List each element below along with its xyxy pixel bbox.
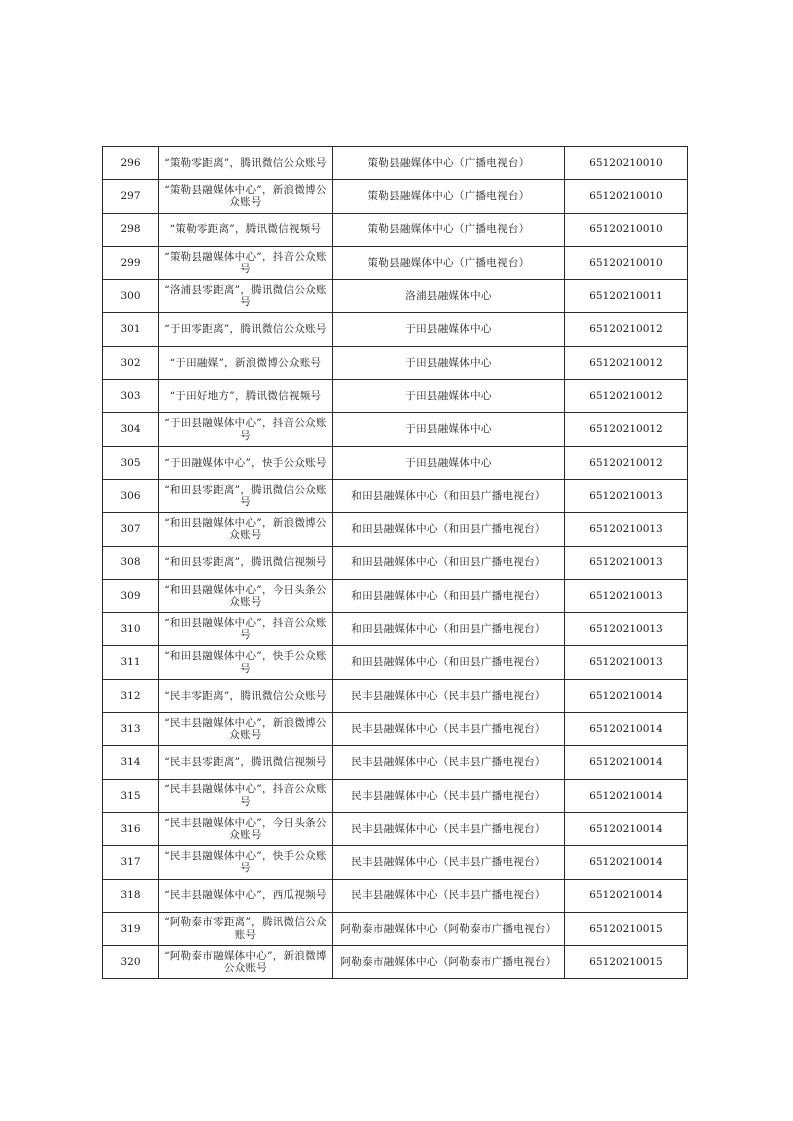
row-number: 319 (103, 912, 159, 945)
table-row (103, 579, 688, 612)
operator-organization: 和田县融媒体中心（和田县广播电视台） (333, 579, 565, 612)
operator-organization: 策勒县融媒体中心（广播电视台） (333, 180, 565, 213)
registration-code: 65120210014 (565, 812, 688, 845)
operator-organization: 民丰县融媒体中心（民丰县广播电视台） (333, 879, 565, 912)
registry-table-body (103, 147, 688, 979)
row-number: 305 (103, 446, 159, 479)
row-number: 311 (103, 646, 159, 679)
operator-organization: 和田县融媒体中心（和田县广播电视台） (333, 546, 565, 579)
table-row (103, 546, 688, 579)
registration-code: 65120210012 (565, 413, 688, 446)
registration-code: 65120210013 (565, 579, 688, 612)
operator-organization: 和田县融媒体中心（和田县广播电视台） (333, 646, 565, 679)
registration-code: 65120210010 (565, 213, 688, 246)
account-name: “民丰县融媒体中心”，今日头条公众账号 (159, 812, 333, 845)
registration-code: 65120210014 (565, 779, 688, 812)
registration-code: 65120210011 (565, 280, 688, 313)
row-number: 318 (103, 879, 159, 912)
registration-code: 65120210014 (565, 846, 688, 879)
row-number: 297 (103, 180, 159, 213)
row-number: 303 (103, 380, 159, 413)
operator-organization: 于田县融媒体中心 (333, 446, 565, 479)
table-row (103, 213, 688, 246)
table-row (103, 479, 688, 512)
registration-code: 65120210014 (565, 713, 688, 746)
registration-code: 65120210013 (565, 546, 688, 579)
table-row (103, 180, 688, 213)
operator-organization: 和田县融媒体中心（和田县广播电视台） (333, 513, 565, 546)
account-name: “和田县零距离”，腾讯微信公众账号 (159, 479, 333, 512)
account-name: “和田县融媒体中心”，抖音公众账号 (159, 613, 333, 646)
registration-code: 65120210014 (565, 879, 688, 912)
registration-code: 65120210013 (565, 479, 688, 512)
table-row (103, 246, 688, 279)
row-number: 309 (103, 579, 159, 612)
table-row (103, 746, 688, 779)
account-name: “策勒县融媒体中心”，新浪微博公众账号 (159, 180, 333, 213)
account-name: “民丰县融媒体中心”，抖音公众账号 (159, 779, 333, 812)
account-name: “民丰县融媒体中心”，快手公众账号 (159, 846, 333, 879)
row-number: 310 (103, 613, 159, 646)
account-name: “民丰零距离”，腾讯微信公众账号 (159, 679, 333, 712)
registration-code: 65120210013 (565, 513, 688, 546)
operator-organization: 和田县融媒体中心（和田县广播电视台） (333, 613, 565, 646)
operator-organization: 阿勒泰市融媒体中心（阿勒泰市广播电视台） (333, 946, 565, 979)
registration-code: 65120210015 (565, 912, 688, 945)
row-number: 317 (103, 846, 159, 879)
row-number: 316 (103, 812, 159, 845)
table-row (103, 646, 688, 679)
row-number: 308 (103, 546, 159, 579)
table-row (103, 713, 688, 746)
registration-code: 65120210013 (565, 646, 688, 679)
row-number: 302 (103, 346, 159, 379)
account-name: “于田好地方”，腾讯微信视频号 (159, 380, 333, 413)
table-row (103, 147, 688, 180)
table-row (103, 346, 688, 379)
row-number: 320 (103, 946, 159, 979)
row-number: 306 (103, 479, 159, 512)
operator-organization: 策勒县融媒体中心（广播电视台） (333, 147, 565, 180)
row-number: 312 (103, 679, 159, 712)
operator-organization: 民丰县融媒体中心（民丰县广播电视台） (333, 812, 565, 845)
row-number: 314 (103, 746, 159, 779)
operator-organization: 于田县融媒体中心 (333, 346, 565, 379)
account-name: “和田县融媒体中心”，新浪微博公众账号 (159, 513, 333, 546)
row-number: 313 (103, 713, 159, 746)
operator-organization: 洛浦县融媒体中心 (333, 280, 565, 313)
account-name: “于田融媒”，新浪微博公众账号 (159, 346, 333, 379)
operator-organization: 民丰县融媒体中心（民丰县广播电视台） (333, 779, 565, 812)
operator-organization: 阿勒泰市融媒体中心（阿勒泰市广播电视台） (333, 912, 565, 945)
account-name: “策勒零距离”，腾讯微信视频号 (159, 213, 333, 246)
table-row (103, 846, 688, 879)
account-name: “策勒县融媒体中心”，抖音公众账号 (159, 246, 333, 279)
table-row (103, 513, 688, 546)
account-name: “和田县零距离”，腾讯微信视频号 (159, 546, 333, 579)
table-row (103, 446, 688, 479)
operator-organization: 于田县融媒体中心 (333, 313, 565, 346)
operator-organization: 策勒县融媒体中心（广播电视台） (333, 213, 565, 246)
table-row (103, 812, 688, 845)
registration-code: 65120210010 (565, 147, 688, 180)
row-number: 296 (103, 147, 159, 180)
row-number: 299 (103, 246, 159, 279)
account-name: “于田零距离”，腾讯微信公众账号 (159, 313, 333, 346)
operator-organization: 和田县融媒体中心（和田县广播电视台） (333, 479, 565, 512)
registry-table (102, 146, 688, 979)
operator-organization: 策勒县融媒体中心（广播电视台） (333, 246, 565, 279)
account-name: “于田县融媒体中心”，抖音公众账号 (159, 413, 333, 446)
row-number: 307 (103, 513, 159, 546)
account-name: “和田县融媒体中心”，快手公众账号 (159, 646, 333, 679)
row-number: 298 (103, 213, 159, 246)
table-row (103, 313, 688, 346)
account-name: “阿勒泰市零距离”，腾讯微信公众账号 (159, 912, 333, 945)
table-row (103, 413, 688, 446)
table-row (103, 280, 688, 313)
operator-organization: 民丰县融媒体中心（民丰县广播电视台） (333, 746, 565, 779)
registration-code: 65120210012 (565, 346, 688, 379)
registration-code: 65120210010 (565, 180, 688, 213)
account-name: “阿勒泰市融媒体中心”，新浪微博公众账号 (159, 946, 333, 979)
registration-code: 65120210014 (565, 746, 688, 779)
table-row (103, 679, 688, 712)
table-row (103, 879, 688, 912)
registration-code: 65120210012 (565, 446, 688, 479)
registration-code: 65120210012 (565, 313, 688, 346)
account-name: “民丰县融媒体中心”，西瓜视频号 (159, 879, 333, 912)
registration-code: 65120210013 (565, 613, 688, 646)
account-name: “和田县融媒体中心”，今日头条公众账号 (159, 579, 333, 612)
registration-code: 65120210015 (565, 946, 688, 979)
table-row (103, 380, 688, 413)
row-number: 315 (103, 779, 159, 812)
registration-code: 65120210010 (565, 246, 688, 279)
row-number: 300 (103, 280, 159, 313)
account-name: “于田融媒体中心”，快手公众账号 (159, 446, 333, 479)
operator-organization: 于田县融媒体中心 (333, 413, 565, 446)
registration-code: 65120210014 (565, 679, 688, 712)
registration-code: 65120210012 (565, 380, 688, 413)
operator-organization: 民丰县融媒体中心（民丰县广播电视台） (333, 713, 565, 746)
operator-organization: 民丰县融媒体中心（民丰县广播电视台） (333, 846, 565, 879)
table-row (103, 613, 688, 646)
row-number: 304 (103, 413, 159, 446)
operator-organization: 民丰县融媒体中心（民丰县广播电视台） (333, 679, 565, 712)
table-row (103, 779, 688, 812)
operator-organization: 于田县融媒体中心 (333, 380, 565, 413)
row-number: 301 (103, 313, 159, 346)
account-name: “策勒零距离”，腾讯微信公众账号 (159, 147, 333, 180)
account-name: “民丰县零距离”，腾讯微信视频号 (159, 746, 333, 779)
table-row (103, 912, 688, 945)
table-row (103, 946, 688, 979)
account-name: “民丰县融媒体中心”，新浪微博公众账号 (159, 713, 333, 746)
account-name: “洛浦县零距离”，腾讯微信公众账号 (159, 280, 333, 313)
